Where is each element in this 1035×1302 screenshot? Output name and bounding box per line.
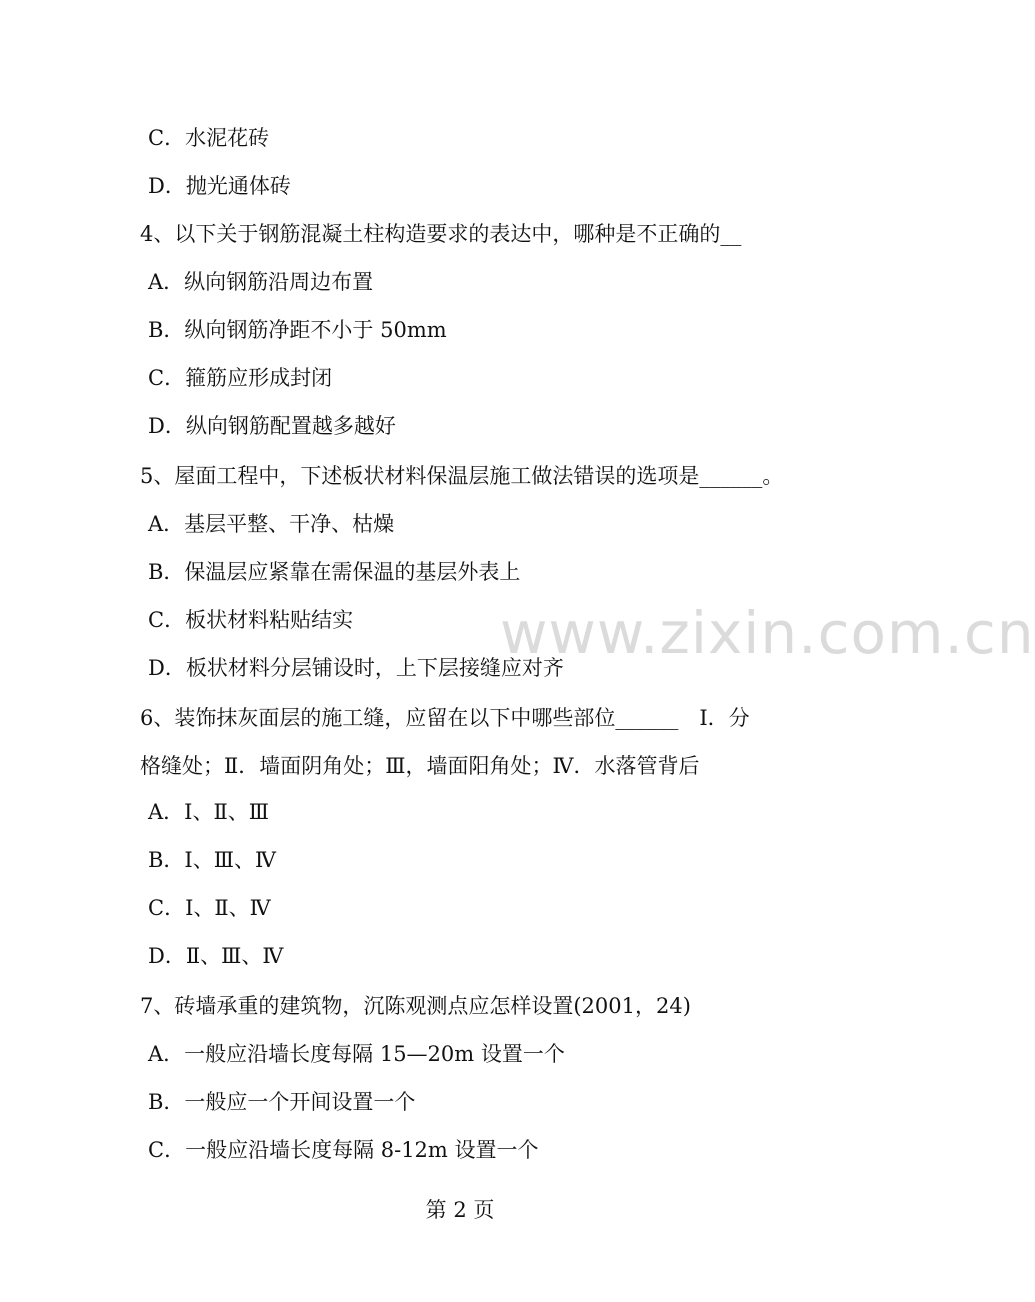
question-4: 4、以下关于钢筋混凝土柱构造要求的表达中，哪种是不正确的__ xyxy=(140,222,742,246)
option-a-q7: A．一般应沿墙长度每隔 15—20m 设置一个 xyxy=(148,1042,565,1066)
option-b-q6: B．Ⅰ、Ⅲ、Ⅳ xyxy=(148,848,276,872)
watermark: www.zixin.com.cn xyxy=(500,599,1035,667)
option-b-q4: B．纵向钢筋净距不小于 50mm xyxy=(148,318,447,342)
option-a-q4: A．纵向钢筋沿周边布置 xyxy=(148,270,374,294)
option-c-q5: C．板状材料粘贴结实 xyxy=(148,608,354,632)
option-d-q5: D．板状材料分层铺设时，上下层接缝应对齐 xyxy=(148,656,564,680)
question-6: 6、装饰抹灰面层的施工缝，应留在以下中哪些部位______ Ⅰ．分 xyxy=(140,706,750,730)
option-b-q7: B．一般应一个开间设置一个 xyxy=(148,1090,416,1114)
option-d-q6: D．Ⅱ、Ⅲ、Ⅳ xyxy=(148,944,284,968)
question-6-continued: 格缝处；Ⅱ．墙面阴角处；Ⅲ，墙面阳角处；Ⅳ．水落管背后 xyxy=(140,754,700,778)
option-d-q4: D．纵向钢筋配置越多越好 xyxy=(148,414,396,438)
option-a-q5: A．基层平整、干净、枯燥 xyxy=(148,512,395,536)
option-c-q7: C．一般应沿墙长度每隔 8-12m 设置一个 xyxy=(148,1138,539,1162)
option-c-q4: C．箍筋应形成封闭 xyxy=(148,366,333,390)
option-b-q5: B．保温层应紧靠在需保温的基层外表上 xyxy=(148,560,521,584)
question-5: 5、屋面工程中，下述板状材料保温层施工做法错误的选项是______。 xyxy=(140,464,784,488)
option-c-q6: C．Ⅰ、Ⅱ、Ⅳ xyxy=(148,896,271,920)
question-7: 7、砖墙承重的建筑物，沉陈观测点应怎样设置(2001，24) xyxy=(140,994,691,1018)
option-a-q6: A．Ⅰ、Ⅱ、Ⅲ xyxy=(148,800,269,824)
option-c-q3: C．水泥花砖 xyxy=(148,126,270,150)
option-d-q3: D．抛光通体砖 xyxy=(148,174,291,198)
page-number: 第 2 页 xyxy=(425,1198,495,1222)
